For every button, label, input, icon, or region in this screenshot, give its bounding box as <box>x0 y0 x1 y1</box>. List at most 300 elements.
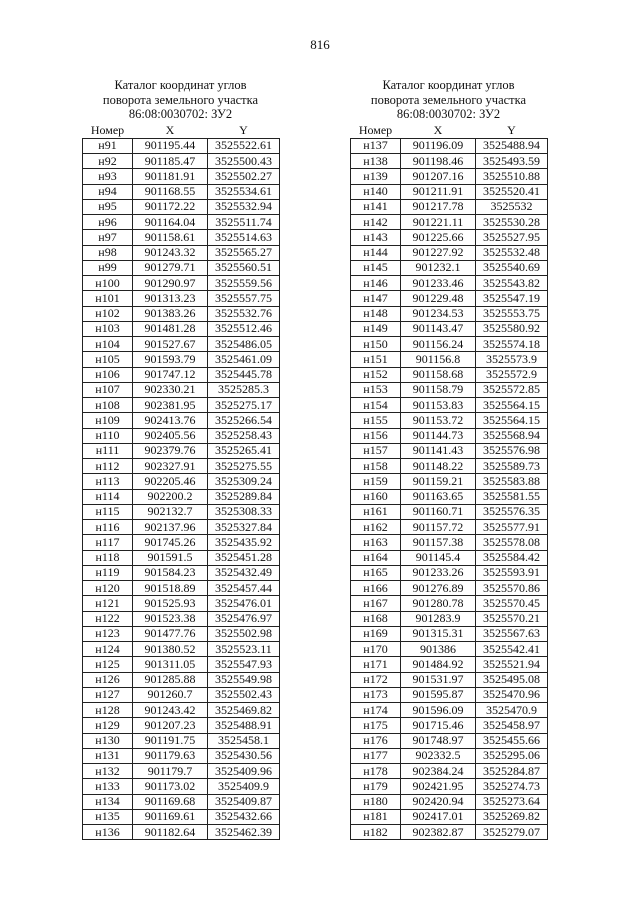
x-coordinate-cell: 902417.01 <box>401 809 476 824</box>
table-row <box>351 504 548 519</box>
table-row <box>351 794 548 809</box>
x-coordinate-cell: 901191.75 <box>133 733 208 748</box>
x-coordinate-cell: 901198.46 <box>401 154 476 169</box>
x-coordinate-cell: 901164.04 <box>133 215 208 230</box>
table-row <box>351 169 548 184</box>
x-coordinate-cell: 902327.91 <box>133 459 208 474</box>
y-coordinate-cell: 3525432.66 <box>208 809 280 824</box>
left-catalog-title <box>82 78 279 122</box>
y-coordinate-cell: 3525542.41 <box>476 642 548 657</box>
y-coordinate-cell: 3525572.9 <box>476 367 548 382</box>
y-coordinate-cell: 3525593.91 <box>476 565 548 580</box>
table-row <box>351 733 548 748</box>
point-number-cell: н121 <box>83 596 133 611</box>
x-coordinate-cell: 901233.46 <box>401 276 476 291</box>
point-number-cell: н177 <box>351 748 401 763</box>
point-number-cell: н108 <box>83 398 133 413</box>
x-coordinate-cell: 901593.79 <box>133 352 208 367</box>
x-coordinate-cell: 901525.93 <box>133 596 208 611</box>
x-coordinate-cell: 901141.43 <box>401 443 476 458</box>
point-number-cell: н134 <box>83 794 133 809</box>
x-coordinate-cell: 902200.2 <box>133 489 208 504</box>
y-coordinate-cell: 3525510.88 <box>476 169 548 184</box>
point-number-cell: н101 <box>83 291 133 306</box>
x-coordinate-cell: 901234.53 <box>401 306 476 321</box>
x-coordinate-cell: 901518.89 <box>133 581 208 596</box>
x-coordinate-cell: 901745.26 <box>133 535 208 550</box>
table-row <box>351 459 548 474</box>
y-coordinate-cell: 3525534.61 <box>208 184 280 199</box>
y-coordinate-cell: 3525461.09 <box>208 352 280 367</box>
y-coordinate-cell: 3525570.45 <box>476 596 548 611</box>
point-number-cell: н151 <box>351 352 401 367</box>
table-row <box>351 611 548 626</box>
point-number-cell: н155 <box>351 413 401 428</box>
table-row <box>83 260 280 275</box>
point-number-cell: н96 <box>83 215 133 230</box>
x-coordinate-cell: 901260.7 <box>133 687 208 702</box>
y-coordinate-cell: 3525445.78 <box>208 367 280 382</box>
table-row <box>351 215 548 230</box>
table-row <box>83 809 280 824</box>
y-coordinate-cell: 3525570.86 <box>476 581 548 596</box>
table-row <box>83 443 280 458</box>
x-coordinate-cell: 901243.32 <box>133 245 208 260</box>
point-number-cell: н164 <box>351 550 401 565</box>
y-coordinate-cell: 3525476.97 <box>208 611 280 626</box>
point-number-cell: н171 <box>351 657 401 672</box>
table-row <box>83 535 280 550</box>
x-coordinate-cell: 901153.83 <box>401 398 476 413</box>
table-row <box>83 398 280 413</box>
table-row <box>83 748 280 763</box>
point-number-cell: н130 <box>83 733 133 748</box>
y-coordinate-cell: 3525584.42 <box>476 550 548 565</box>
point-number-cell: н182 <box>351 825 401 840</box>
table-row <box>83 184 280 199</box>
x-coordinate-cell: 901207.16 <box>401 169 476 184</box>
point-number-cell: н156 <box>351 428 401 443</box>
point-number-cell: н92 <box>83 154 133 169</box>
table-row <box>83 352 280 367</box>
table-row <box>83 565 280 580</box>
column-header-number: Номер <box>83 124 133 139</box>
table-row <box>351 428 548 443</box>
y-coordinate-cell: 3525532.48 <box>476 245 548 260</box>
table-row <box>351 398 548 413</box>
y-coordinate-cell: 3525279.07 <box>476 825 548 840</box>
point-number-cell: н176 <box>351 733 401 748</box>
x-coordinate-cell: 901225.66 <box>401 230 476 245</box>
table-row <box>351 687 548 702</box>
table-row <box>83 642 280 657</box>
x-coordinate-cell: 901227.92 <box>401 245 476 260</box>
table-row <box>351 779 548 794</box>
x-coordinate-cell: 901285.88 <box>133 672 208 687</box>
y-coordinate-cell: 3525265.41 <box>208 443 280 458</box>
point-number-cell: н124 <box>83 642 133 657</box>
point-number-cell: н122 <box>83 611 133 626</box>
table-row <box>351 154 548 169</box>
x-coordinate-cell: 901715.46 <box>401 718 476 733</box>
point-number-cell: н132 <box>83 764 133 779</box>
column-header-x: X <box>401 124 476 139</box>
table-row <box>351 306 548 321</box>
y-coordinate-cell: 3525486.05 <box>208 337 280 352</box>
table-row <box>351 718 548 733</box>
x-coordinate-cell: 901311.05 <box>133 657 208 672</box>
x-coordinate-cell: 901283.9 <box>401 611 476 626</box>
point-number-cell: н98 <box>83 245 133 260</box>
x-coordinate-cell: 901159.21 <box>401 474 476 489</box>
x-coordinate-cell: 901156.24 <box>401 337 476 352</box>
table-row <box>351 184 548 199</box>
point-number-cell: н140 <box>351 184 401 199</box>
point-number-cell: н104 <box>83 337 133 352</box>
table-row <box>83 764 280 779</box>
y-coordinate-cell: 3525457.44 <box>208 581 280 596</box>
x-coordinate-cell: 901157.38 <box>401 535 476 550</box>
x-coordinate-cell: 901380.52 <box>133 642 208 657</box>
x-coordinate-cell: 901207.23 <box>133 718 208 733</box>
table-row <box>351 825 548 840</box>
table-row <box>351 382 548 397</box>
y-coordinate-cell: 3525502.98 <box>208 626 280 641</box>
title-line: поворота земельного участка <box>102 92 259 107</box>
point-number-cell: н116 <box>83 520 133 535</box>
table-row <box>83 489 280 504</box>
x-coordinate-cell: 902413.76 <box>133 413 208 428</box>
x-coordinate-cell: 901221.11 <box>401 215 476 230</box>
table-row <box>83 504 280 519</box>
point-number-cell: н143 <box>351 230 401 245</box>
table-row <box>351 352 548 367</box>
table-row <box>351 413 548 428</box>
y-coordinate-cell: 3525455.66 <box>476 733 548 748</box>
y-coordinate-cell: 3525495.08 <box>476 672 548 687</box>
x-coordinate-cell: 901290.97 <box>133 276 208 291</box>
point-number-cell: н159 <box>351 474 401 489</box>
x-coordinate-cell: 901196.09 <box>401 138 476 153</box>
point-number-cell: н94 <box>83 184 133 199</box>
point-number-cell: н118 <box>83 550 133 565</box>
x-coordinate-cell: 901145.4 <box>401 550 476 565</box>
table-row <box>83 199 280 214</box>
table-row <box>351 474 548 489</box>
table-row <box>83 596 280 611</box>
point-number-cell: н181 <box>351 809 401 824</box>
y-coordinate-cell: 3525284.87 <box>476 764 548 779</box>
y-coordinate-cell: 3525540.69 <box>476 260 548 275</box>
y-coordinate-cell: 3525527.95 <box>476 230 548 245</box>
x-coordinate-cell: 901279.71 <box>133 260 208 275</box>
point-number-cell: н105 <box>83 352 133 367</box>
y-coordinate-cell: 3525476.01 <box>208 596 280 611</box>
x-coordinate-cell: 901313.23 <box>133 291 208 306</box>
y-coordinate-cell: 3525258.43 <box>208 428 280 443</box>
x-coordinate-cell: 901172.22 <box>133 199 208 214</box>
point-number-cell: н146 <box>351 276 401 291</box>
y-coordinate-cell: 3525266.54 <box>208 413 280 428</box>
column-header-y: Y <box>208 124 280 139</box>
x-coordinate-cell: 902205.46 <box>133 474 208 489</box>
x-coordinate-cell: 901217.78 <box>401 199 476 214</box>
left-coordinates-table <box>82 124 280 841</box>
point-number-cell: н128 <box>83 703 133 718</box>
y-coordinate-cell: 3525574.18 <box>476 337 548 352</box>
table-row <box>351 291 548 306</box>
title-line: поворота земельного участка <box>370 92 527 107</box>
point-number-cell: н107 <box>83 382 133 397</box>
x-coordinate-cell: 901168.55 <box>133 184 208 199</box>
table-row <box>351 138 548 153</box>
table-row <box>351 565 548 580</box>
table-row <box>83 779 280 794</box>
x-coordinate-cell: 902384.24 <box>401 764 476 779</box>
x-coordinate-cell: 901386 <box>401 642 476 657</box>
title-line: Каталог координат углов <box>382 78 515 92</box>
y-coordinate-cell: 3525568.94 <box>476 428 548 443</box>
y-coordinate-cell: 3525532 <box>476 199 548 214</box>
point-number-cell: н162 <box>351 520 401 535</box>
table-row <box>83 733 280 748</box>
x-coordinate-cell: 901243.42 <box>133 703 208 718</box>
table-row <box>351 703 548 718</box>
table-row <box>83 687 280 702</box>
point-number-cell: н126 <box>83 672 133 687</box>
x-coordinate-cell: 901160.71 <box>401 504 476 519</box>
y-coordinate-cell: 3525557.75 <box>208 291 280 306</box>
y-coordinate-cell: 3525522.61 <box>208 138 280 153</box>
column-header-number: Номер <box>351 124 401 139</box>
point-number-cell: н137 <box>351 138 401 153</box>
point-number-cell: н142 <box>351 215 401 230</box>
title-line: 86:08:0030702: ЗУ2 <box>396 107 501 121</box>
table-row <box>351 276 548 291</box>
x-coordinate-cell: 902420.94 <box>401 794 476 809</box>
table-row <box>351 260 548 275</box>
x-coordinate-cell: 901527.67 <box>133 337 208 352</box>
x-coordinate-cell: 901748.97 <box>401 733 476 748</box>
x-coordinate-cell: 901383.26 <box>133 306 208 321</box>
y-coordinate-cell: 3525576.98 <box>476 443 548 458</box>
point-number-cell: н149 <box>351 321 401 336</box>
table-row <box>351 550 548 565</box>
y-coordinate-cell: 3525275.17 <box>208 398 280 413</box>
x-coordinate-cell: 901584.23 <box>133 565 208 580</box>
x-coordinate-cell: 901280.78 <box>401 596 476 611</box>
x-coordinate-cell: 901229.48 <box>401 291 476 306</box>
point-number-cell: н120 <box>83 581 133 596</box>
y-coordinate-cell: 3525564.15 <box>476 413 548 428</box>
left-catalog <box>82 78 280 840</box>
point-number-cell: н144 <box>351 245 401 260</box>
x-coordinate-cell: 901157.72 <box>401 520 476 535</box>
table-row <box>83 154 280 169</box>
table-row <box>83 703 280 718</box>
right-coordinates-table <box>350 124 548 841</box>
point-number-cell: н135 <box>83 809 133 824</box>
point-number-cell: н113 <box>83 474 133 489</box>
point-number-cell: н95 <box>83 199 133 214</box>
column-header-y: Y <box>476 124 548 139</box>
y-coordinate-cell: 3525564.15 <box>476 398 548 413</box>
y-coordinate-cell: 3525462.39 <box>208 825 280 840</box>
x-coordinate-cell: 901531.97 <box>401 672 476 687</box>
point-number-cell: н179 <box>351 779 401 794</box>
table-row <box>83 291 280 306</box>
table-row <box>351 230 548 245</box>
point-number-cell: н91 <box>83 138 133 153</box>
x-coordinate-cell: 901747.12 <box>133 367 208 382</box>
point-number-cell: н109 <box>83 413 133 428</box>
table-row <box>351 672 548 687</box>
x-coordinate-cell: 901182.64 <box>133 825 208 840</box>
y-coordinate-cell: 3525274.73 <box>476 779 548 794</box>
point-number-cell: н166 <box>351 581 401 596</box>
point-number-cell: н180 <box>351 794 401 809</box>
table-row <box>351 199 548 214</box>
table-row <box>351 581 548 596</box>
y-coordinate-cell: 3525502.27 <box>208 169 280 184</box>
point-number-cell: н165 <box>351 565 401 580</box>
y-coordinate-cell: 3525451.28 <box>208 550 280 565</box>
right-catalog-title <box>350 78 547 122</box>
table-row <box>351 626 548 641</box>
y-coordinate-cell: 3525502.43 <box>208 687 280 702</box>
table-row <box>83 474 280 489</box>
point-number-cell: н167 <box>351 596 401 611</box>
y-coordinate-cell: 3525547.19 <box>476 291 548 306</box>
y-coordinate-cell: 3525409.96 <box>208 764 280 779</box>
table-row <box>351 748 548 763</box>
x-coordinate-cell: 901169.68 <box>133 794 208 809</box>
y-coordinate-cell: 3525327.84 <box>208 520 280 535</box>
table-row <box>351 321 548 336</box>
x-coordinate-cell: 901185.47 <box>133 154 208 169</box>
point-number-cell: н93 <box>83 169 133 184</box>
table-row <box>83 245 280 260</box>
table-row <box>83 550 280 565</box>
table-row <box>83 276 280 291</box>
page-number: 816 <box>310 37 330 52</box>
header-row <box>83 124 280 139</box>
point-number-cell: н158 <box>351 459 401 474</box>
x-coordinate-cell: 901591.5 <box>133 550 208 565</box>
table-row <box>351 245 548 260</box>
y-coordinate-cell: 3525580.92 <box>476 321 548 336</box>
point-number-cell: н133 <box>83 779 133 794</box>
table-row <box>83 306 280 321</box>
point-number-cell: н125 <box>83 657 133 672</box>
table-row <box>83 626 280 641</box>
y-coordinate-cell: 3525577.91 <box>476 520 548 535</box>
x-coordinate-cell: 901596.09 <box>401 703 476 718</box>
column-header-x: X <box>133 124 208 139</box>
y-coordinate-cell: 3525430.56 <box>208 748 280 763</box>
y-coordinate-cell: 3525523.11 <box>208 642 280 657</box>
title-line: 86:08:0030702: ЗУ2 <box>128 107 233 121</box>
point-number-cell: н123 <box>83 626 133 641</box>
point-number-cell: н129 <box>83 718 133 733</box>
table-row <box>351 443 548 458</box>
x-coordinate-cell: 901153.72 <box>401 413 476 428</box>
point-number-cell: н161 <box>351 504 401 519</box>
title-line: Каталог координат углов <box>114 78 247 92</box>
point-number-cell: н102 <box>83 306 133 321</box>
point-number-cell: н154 <box>351 398 401 413</box>
table-row <box>83 611 280 626</box>
table-row <box>83 138 280 153</box>
point-number-cell: н138 <box>351 154 401 169</box>
x-coordinate-cell: 901148.22 <box>401 459 476 474</box>
table-row <box>351 520 548 535</box>
y-coordinate-cell: 3525409.87 <box>208 794 280 809</box>
point-number-cell: н168 <box>351 611 401 626</box>
x-coordinate-cell: 901595.87 <box>401 687 476 702</box>
y-coordinate-cell: 3525511.74 <box>208 215 280 230</box>
point-number-cell: н114 <box>83 489 133 504</box>
point-number-cell: н106 <box>83 367 133 382</box>
point-number-cell: н173 <box>351 687 401 702</box>
y-coordinate-cell: 3525570.21 <box>476 611 548 626</box>
point-number-cell: н115 <box>83 504 133 519</box>
x-coordinate-cell: 902421.95 <box>401 779 476 794</box>
table-row <box>83 321 280 336</box>
x-coordinate-cell: 901179.7 <box>133 764 208 779</box>
x-coordinate-cell: 901169.61 <box>133 809 208 824</box>
header-row <box>351 124 548 139</box>
y-coordinate-cell: 3525583.88 <box>476 474 548 489</box>
x-coordinate-cell: 901523.38 <box>133 611 208 626</box>
x-coordinate-cell: 901173.02 <box>133 779 208 794</box>
point-number-cell: н139 <box>351 169 401 184</box>
y-coordinate-cell: 3525581.55 <box>476 489 548 504</box>
point-number-cell: н157 <box>351 443 401 458</box>
x-coordinate-cell: 901144.73 <box>401 428 476 443</box>
y-coordinate-cell: 3525520.41 <box>476 184 548 199</box>
x-coordinate-cell: 902132.7 <box>133 504 208 519</box>
x-coordinate-cell: 902381.95 <box>133 398 208 413</box>
y-coordinate-cell: 3525547.93 <box>208 657 280 672</box>
table-row <box>351 535 548 550</box>
y-coordinate-cell: 3525532.76 <box>208 306 280 321</box>
x-coordinate-cell: 901195.44 <box>133 138 208 153</box>
table-row <box>351 642 548 657</box>
y-coordinate-cell: 3525409.9 <box>208 779 280 794</box>
x-coordinate-cell: 902330.21 <box>133 382 208 397</box>
y-coordinate-cell: 3525572.85 <box>476 382 548 397</box>
table-row <box>83 657 280 672</box>
table-row <box>83 215 280 230</box>
x-coordinate-cell: 901143.47 <box>401 321 476 336</box>
point-number-cell: н152 <box>351 367 401 382</box>
point-number-cell: н136 <box>83 825 133 840</box>
y-coordinate-cell: 3525500.43 <box>208 154 280 169</box>
x-coordinate-cell: 901484.92 <box>401 657 476 672</box>
x-coordinate-cell: 902379.76 <box>133 443 208 458</box>
point-number-cell: н145 <box>351 260 401 275</box>
x-coordinate-cell: 901158.61 <box>133 230 208 245</box>
table-row <box>83 367 280 382</box>
table-row <box>83 413 280 428</box>
x-coordinate-cell: 901181.91 <box>133 169 208 184</box>
x-coordinate-cell: 901315.31 <box>401 626 476 641</box>
y-coordinate-cell: 3525567.63 <box>476 626 548 641</box>
y-coordinate-cell: 3525514.63 <box>208 230 280 245</box>
table-row <box>83 337 280 352</box>
y-coordinate-cell: 3525488.94 <box>476 138 548 153</box>
